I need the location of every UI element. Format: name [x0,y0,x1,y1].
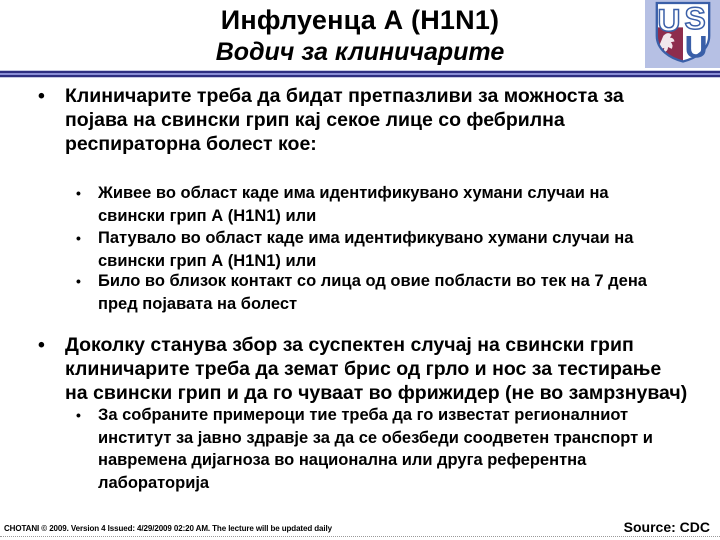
bullet-text: За собраните примероци тие треба да го известат регионалниот институт за јавно здравје за да се обезбеди соодветен транспорт и навремена дијагноза во национална или друга референтна лабораторија [98,406,653,492]
bullet-marker: • [76,273,81,289]
bullet-item [38,333,687,405]
sub-bullet-item [76,182,609,227]
bullet-text: Живее во област каде има идентификувано хумани случаи на свински грип А (H1N1) или [98,184,609,225]
bullet-text: Клиничарите треба да бидат претпазливи за можноста за појава на свински грип кај секое лице со фебрилна респираторна болест кое: [65,85,624,155]
bullet-item [38,84,624,156]
sub-bullet-item [76,227,633,272]
slide-title: Инфлуенца А (H1N1) [220,5,500,35]
bullet-marker: • [76,185,81,201]
logo-letter-u2: U [684,28,708,64]
usu-logo-box [645,0,720,68]
bullet-marker: • [38,85,45,107]
logo-letter-u1: U [656,2,680,39]
sub-bullet-item [76,404,653,494]
footer-copyright: CHOTANI © 2009. Version 4 Issued: 4/29/2009 02:20 AM. The lecture will be updated daily [4,524,332,533]
footer-source: Source: CDC [623,519,710,535]
bullet-marker: • [38,334,45,356]
title-block [0,4,720,67]
sub-bullet-item [76,270,647,315]
footer-dotted-line [0,536,720,537]
bullet-marker: • [76,407,81,423]
title-divider-rule [0,70,720,78]
bullet-marker: • [76,230,81,246]
bullet-text: Доколку станува збор за суспектен случај на свински грип клиничарите треба да земат брис од грло и нос за тестирање на свински грип и да го чуваат во фрижидер (не во замрзнувач) [65,334,688,404]
bullet-text: Било во близок контакт со лица од овие побласти во тек на 7 дена пред појавата на болест [98,272,647,313]
slide-subtitle: Водич за клиничарите [215,38,505,66]
usu-shield-logo [654,0,712,64]
bullet-text: Патувало во област каде има идентификувано хумани случаи на свински грип А (H1N1) или [98,229,634,270]
logo-letter-s: S [684,0,706,37]
